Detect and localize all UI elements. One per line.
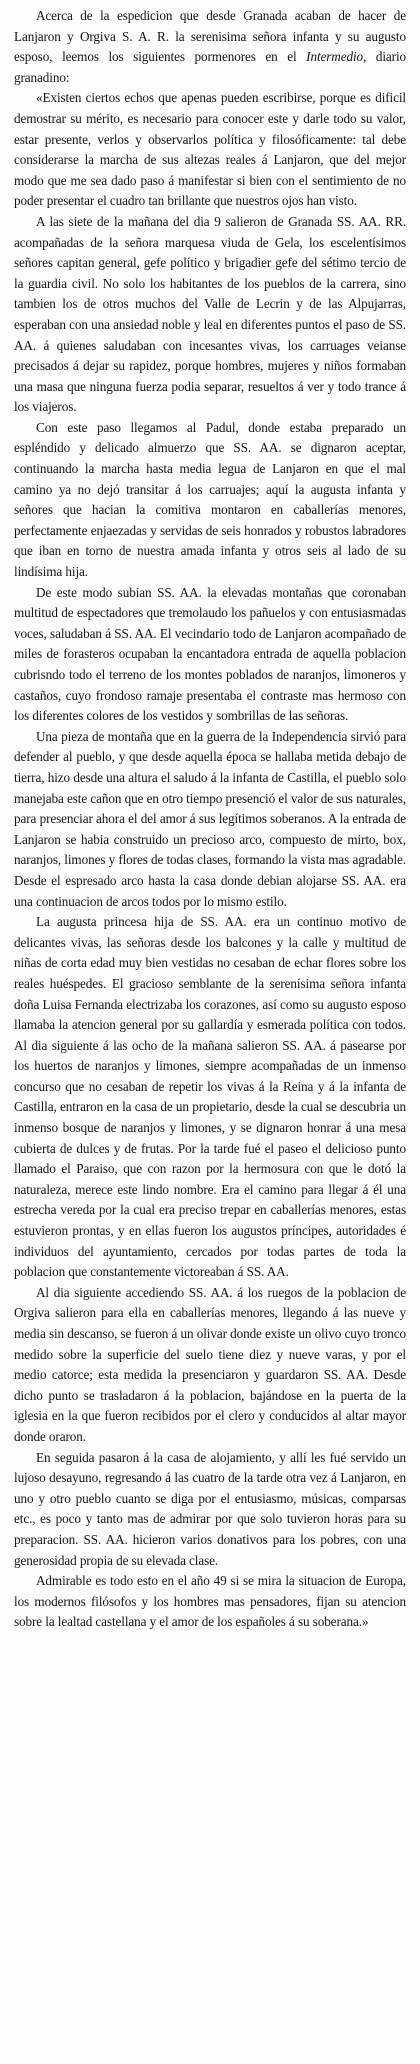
paragraph-2: A las siete de la mañana del dia 9 salieron de Granada SS. AA. RR. acompañadas de la señora marquesa viuda de Gela, los escelentísimos señores capitan general, gefe político y brigadier gefe del sétimo tercio de la guardia civil. No solo los habitantes de los pueblos de la carrera, sino tambien los de otros muchos del Valle de Lecrin y de las Alpujarras, esperaban con una ansiedad noble y leal en diferentes puntos el paso de SS. AA. á quienes saludaban con incesantes vivas, los carruages veianse precisados á dejar su rapidez, porque hombres, mujeres y niños formaban una masa que ninguna fuerza podia separar, resueltos á ver y todo trance á los viajeros. xyxy=(14,213,406,415)
paragraph-3: Con este paso llegamos al Padul, donde estaba preparado un espléndido y delicado almuerzo que SS. AA. se dignaron aceptar, continuando la marcha hasta media legua de Lanjaron en que el mal camino ya no dejó transitar á los carruajes; aquí la augusta infanta y señores que hacian la comitiva montaron en caballerías menores, perfectamente enjaezadas y servidas de seis honrados y robustos labradores que iban en torno de nuestra amada infanta y otros seis al lado de su lindísima hija. xyxy=(14,419,406,580)
paragraph-9: Admirable es todo esto en el año 49 si se mira la situacion de Europa, los modernos filósofos y los hombres mas pensadores, fijan su atencion sobre la lealtad castellana y el amor de los españoles á su soberana.» xyxy=(14,1573,406,1630)
intro-text: Acerca de la espedicion que desde Granada acaban de hacer de Lanjaron y Orgiva S. A. R. la serenisima señora infanta y su augusto esposo, leemos los siguientes pormenores en el xyxy=(14,8,406,65)
source-name: Intermedio xyxy=(306,49,364,65)
paragraph-4: De este modo subian SS. AA. la elevadas montañas que coronaban multitud de espectadores que tremolaudo los pañuelos y con entusiasmadas voces, saludaban á SS. AA. El vecindario todo de Lanjaron acompañado de miles de forasteros ocupaban la encantadora entrada de aquella poblacion cubrisndo todo el terreno de los montes poblados de naranjos, limoneros y castaños, cuyo frondoso ramaje presentaba el contraste mas hermoso con los diferentes colores de los vestidos y sombrillas de las señoras. xyxy=(14,584,406,724)
paragraph-5: Una pieza de montaña que en la guerra de la Independencia sirvió para defender al pueblo, y que desde aquella época se hallaba metida debajo de tierra, hizo desde una altura el saludo á la infanta de Castilla, el pueblo solo manejaba este cañon que en otro tiempo presenció el valor de sus naturales, para presenciar ahora el del amor á sus legítimos soberanos. A la entrada de Lanjaron se habia construido un precioso arco, compuesto de mirto, box, naranjos, limones y flores de todas clases, formando la vista mas agradable. Desde el espresado arco hasta la casa donde debian alojarse SS. AA. era una continuacion de arcos todos por lo mismo estilo. xyxy=(14,728,406,909)
paragraph-7: Al dia siguiente accediendo SS. AA. á los ruegos de la poblacion de Orgiva salieron para ella en caballerías menores, llegando á las nueve y media sin descanso, se fueron á un olivar donde existe un olivo cuyo tronco medido sobre la superficie del suelo tiene diez y nueve varas, y por el medio catorce; esta medida la presenciaron y guardaron SS. AA. Desde dicho punto se trasladaron á la poblacion, bajándose en la puerta de la iglesia en la que fueron recibidos por el clero y conducidos al altar mayor donde oraron. xyxy=(14,1284,406,1444)
article-intro xyxy=(14,6,406,88)
paragraph-1: «Existen ciertos echos que apenas pueden escribirse, porque es dificil demostrar su mérito, es necesario para conocer este y darle todo su valor, estar presente, verlos y observarlos política y filosóficamente: tal debe considerarse la marcha de sus altezas reales á Lanjaron, que del mejor modo que me sea dado paso á manifestar si bien con el sentimiento de no poder presentar el cuadro tan brillante que nuestros ojos han visto. xyxy=(14,90,406,209)
intro-text-end: , diario granadino: xyxy=(14,49,406,85)
paragraph-6: La augusta princesa hija de SS. AA. era un continuo motivo de delicantes vivas, las señoras desde los balcones y la calle y multitud de niñas de corta edad muy bien vestidas no cesaban de echar flores sobre los reales huéspedes. El gracioso semblante de la serenísima señora infanta doña Luisa Fernanda electrizaba los corazones, así como su augusto esposo llamaba la atencion general por su gallardía y esmerada política con todos. Al dia siguiente á las ocho de la mañana salieron SS. AA. á pasearse por los huertos de naranjos y limones, siempre acompañadas de un inmenso concurso que no cesaban de repetir los vivas á la Reina y á la infanta de Castilla, entraron en la casa de un propietario, desde la cual se descubria un inmenso bosque de naranjos y limones, y se dignaron honrar á una mesa cubierta de dulces y de frutas. Por la tarde fué el paseo el delicioso punto llamado el Paraiso, que con razon por la hermosura con que le dotó la naturaleza, merece este lindo nombre. Era el camino para llegar á él una estrecha vereda por la cual era preciso trepar en caballerías menores, estas estuvieron prontas, y en ellas fueron los augustos príncipes, autoridades é individuos del ayuntamiento, cercados por todas partes de toda la poblacion que constantemente victoreaban á SS. AA. xyxy=(14,914,406,1280)
paragraph-8: En seguida pasaron á la casa de alojamiento, y allí les fué servido un lujoso desayuno, regresando á las cuatro de la tarde otra vez á Lanjaron, en uno y otro pueblo cuanto se diga por el entusiasmo, músicas, comparsas etc., es poco y tanto mas de admirar por que solo tuvieron horas para su preparacion. SS. AA. hicieron varios donativos para los pobres, con una generosidad propia de su elevada clase. xyxy=(14,1449,406,1568)
